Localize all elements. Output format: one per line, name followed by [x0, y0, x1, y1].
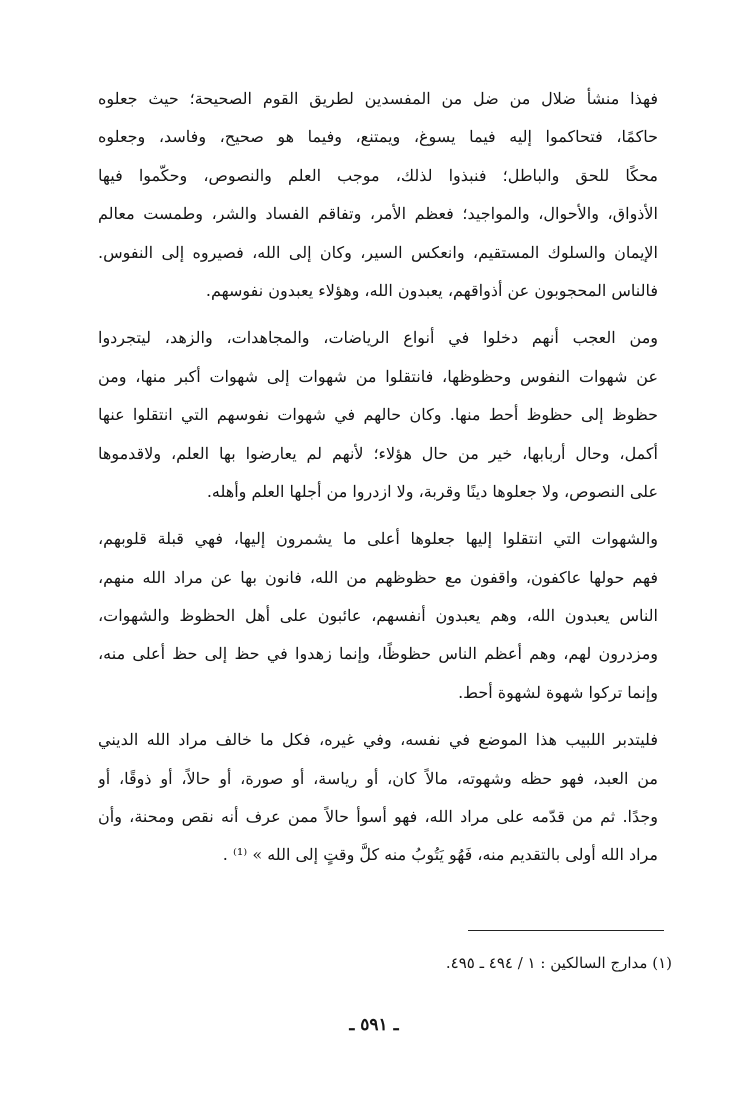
text-line: عن شهوات النفوس وحظوظها، فانتقلوا من شهوات إلى شهوات أكبر منها، ومن	[98, 366, 658, 386]
text-line: من العبد، فهو حظه وشهوته، مالاً كان، أو رياسة، أو صورة، أو حالاً، أو ذوقًا، أو	[98, 768, 658, 788]
text-line: على النصوص، ولا جعلوها دينًا وقربة، ولا ازدروا من أجلها العلم وأهله.	[206, 481, 658, 501]
text-line: الإيمان والسلوك المستقيم، وانعكس السير، وكان إلى الله، فصيروه إلى النفوس.	[98, 242, 658, 262]
text-line: وجدًا. ثم من قدّمه على مراد الله، فهو أسوأ حالاً ممن عرف أنه نقص ومحنة، وأن	[98, 807, 658, 827]
page-number: ـ ٥٩١ ـ	[349, 1015, 399, 1035]
paragraph-2	[98, 319, 658, 511]
text-line: حاكمًا، فتحاكموا إليه فيما يسوغ، ويمتنع، وفيما هو صحيح، وفاسد، وجعلوه	[98, 127, 658, 147]
text-line: ومن العجب أنهم دخلوا في أنواع الرياضات، والمجاهدات، والزهد، ليتجردوا	[98, 328, 658, 348]
footnote: (١) مدارج السالكين : ١ / ٤٩٤ ـ ٤٩٥.	[445, 954, 672, 972]
paragraph-3	[98, 520, 658, 712]
text-line: والشهوات التي انتقلوا إليها جعلوها أعلى ما يشمرون إليها، فهي قبلة قلوبهم،	[98, 529, 658, 549]
text-line: الأذواق، والأحوال، والمواجيد؛ فعظم الأمر، وتفاقم الفساد والشر، وطمست معالم	[98, 204, 658, 224]
text-line: الناس يعبدون الله، وهم يعبدون أنفسهم، عائبون على أهل الحظوظ والشهوات،	[98, 606, 658, 626]
text-line: فليتدبر اللبيب هذا الموضع في نفسه، وفي غيره، فكل ما خالف مراد الله الديني	[98, 730, 658, 750]
text-line: فالناس المحجوبون عن أذواقهم، يعبدون الله، وهؤلاء يعبدون نفوسهم.	[205, 280, 658, 300]
text-line: ومزدرون لهم، وهم أعظم الناس حظوظًا، وإنما زهدوا في حظ إلى حظ أعلى منه،	[98, 644, 658, 664]
text-line: أكمل، وحال أربابها، خير من حال هؤلاء؛ لأنهم لم يعارضوا بها العلم، ولاقدموها	[98, 443, 658, 463]
paragraph-4	[98, 721, 658, 875]
text-line: فهم حولها عاكفون، واقفون مع حظوظهم من الله، فانون بها عن مراد الله منهم،	[98, 567, 658, 587]
footnote-divider	[468, 930, 664, 931]
text-line: محكًا للحق والباطل؛ فنبذوا لذلك، موجب العلم والنصوص، وحكّموا فيها	[98, 165, 658, 185]
main-text	[98, 80, 658, 884]
text-line: وإنما تركوا شهوة لشهوة أحط.	[458, 682, 658, 702]
text-line: حظوظ إلى حظوظ أحط منها. وكان حالهم في شهوات نفوسهم التي انتقلوا عنها	[98, 405, 658, 425]
paragraph-1	[98, 80, 658, 310]
text-line: مراد الله أولى بالتقديم منه، فَهُو يَتُوبُ منه كلَّ وقتٍ إلى الله » ⁽¹⁾ .	[222, 845, 658, 865]
text-line: فهذا منشأ ضلال من ضل من المفسدين لطريق القوم الصحيحة؛ حيث جعلوه	[98, 89, 658, 108]
